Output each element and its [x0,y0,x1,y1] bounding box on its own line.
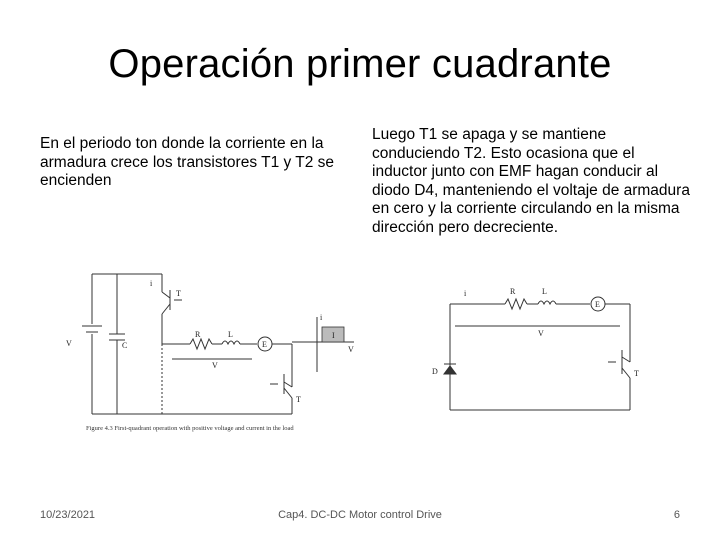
va-label: V [212,361,218,370]
la-label-right: L [542,287,547,296]
left-paragraph: En el periodo ton donde la corriente en la armadura crece los transistores T1 y T2 se encienden [40,135,335,189]
c1-label: C [122,341,128,350]
t1-label: T [176,289,181,298]
first-quadrant-circuit-figure [52,262,362,438]
footer-date: 10/23/2021 [40,509,96,521]
va-label-right: V [538,329,544,338]
ia-axis-label: i [320,313,323,322]
page-number: 6 [673,509,680,521]
ra-label: R [195,330,201,339]
figure-caption: Figure 4.3 First-quadrant operation with positive voltage and current in the load [86,425,294,432]
ra-label-right: R [510,287,516,296]
quadrant-label: I [332,331,335,340]
right-paragraph: Luego T1 se apaga y se mantiene conduciendo T2. Esto ocasiona que el inductor junto con EMF hagan conducir al diodo D4, manteniendo el voltaje de armadura en cero y la corriente circulando en la misma dirección pero decreciente. [372,126,690,236]
vs-label: V [66,339,72,348]
emf-label-right: E [595,300,600,309]
d4-label: D [432,367,438,376]
va-axis-label: V [348,345,354,354]
footer-title: Cap4. DC-DC Motor control Drive [278,509,442,521]
emf-label: E [262,340,267,349]
la-label: L [228,330,233,339]
slide-title: Operación primer cuadrante [108,42,612,86]
freewheeling-circuit-figure [420,282,670,420]
t2-label: T [296,395,301,404]
ia-label: i [464,289,467,298]
t2-label-right: T [634,369,639,378]
is-label: i [150,279,153,288]
